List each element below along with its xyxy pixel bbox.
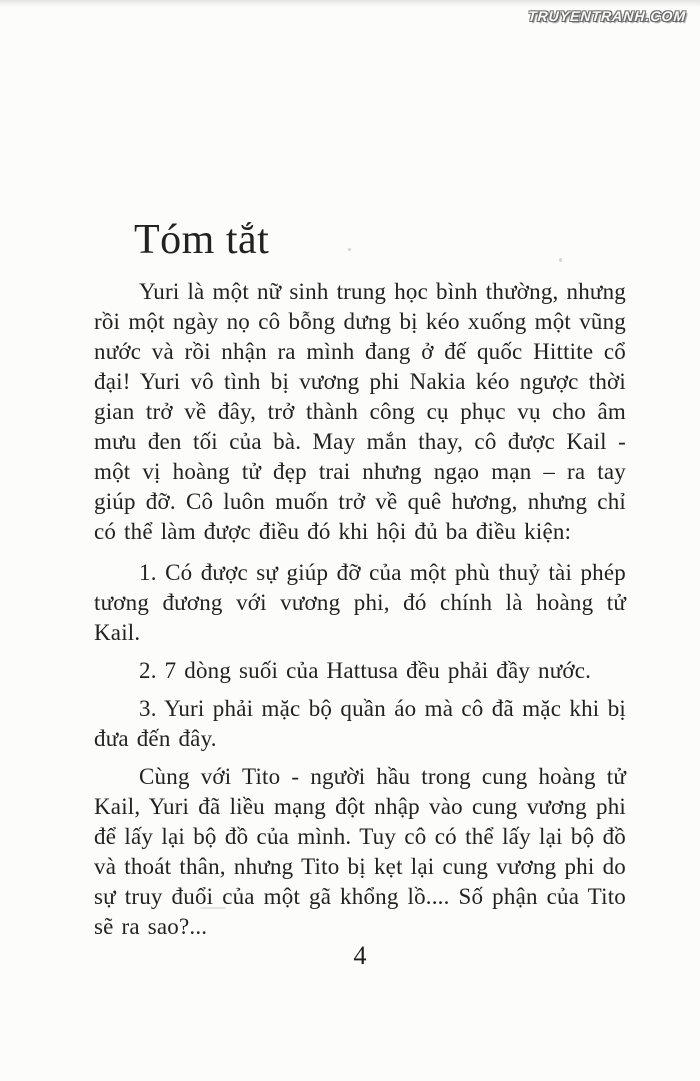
intro-paragraph: Yuri là một nữ sinh trung học bình thường, nhưng rồi một ngày nọ cô bỗng dưng bị kéo xuống một vũng nước và rồi nhận ra mình đang ở đế quốc Hittite cổ đại! Yuri vô tình bị vương phi Nakia kéo ngược thời gian trở về đây, trở thành công cụ phục vụ cho âm mưu đen tối của bà. May mắn thay, cô được Kail - một vị hoàng tử đẹp trai nhưng ngạo mạn – ra tay giúp đỡ. Cô luôn muốn trở về quê hương, nhưng chỉ có thể làm được điều đó khi hội đủ ba điều kiện: [94,279,626,544]
page-title: Tóm tắt [134,217,270,263]
scan-speck [559,258,562,262]
scan-speck [200,907,226,909]
page-number: 4 [353,941,367,970]
condition-item-1: 1. Có được sự giúp đỡ của một phù thuỷ tài phép tương đương với vương phi, đó chính là hoàng tử Kail. [94,560,626,645]
condition-item-2: 2. 7 dòng suối của Hattusa đều phải đầy nước. [139,658,592,683]
scan-edge-shadow [0,0,700,7]
site-watermark: TRUYENTRANH.COM [527,8,687,24]
condition-item-3: 3. Yuri phải mặc bộ quần áo mà cô đã mặc khi bị đưa đến đây. [94,696,626,751]
scan-speck [348,248,351,251]
closing-paragraph: Cùng với Tito - người hầu trong cung hoàng tử Kail, Yuri đã liều mạng đột nhập vào cung vương phi để lấy lại bộ đồ của mình. Tuy cô có thể lấy lại bộ đồ và thoát thân, nhưng Tito bị kẹt lại cung vương phi do sự truy đuổi của một gã khổng lồ.... Số phận của Tito sẽ ra sao?... [94,764,626,939]
page-content [94,216,626,953]
